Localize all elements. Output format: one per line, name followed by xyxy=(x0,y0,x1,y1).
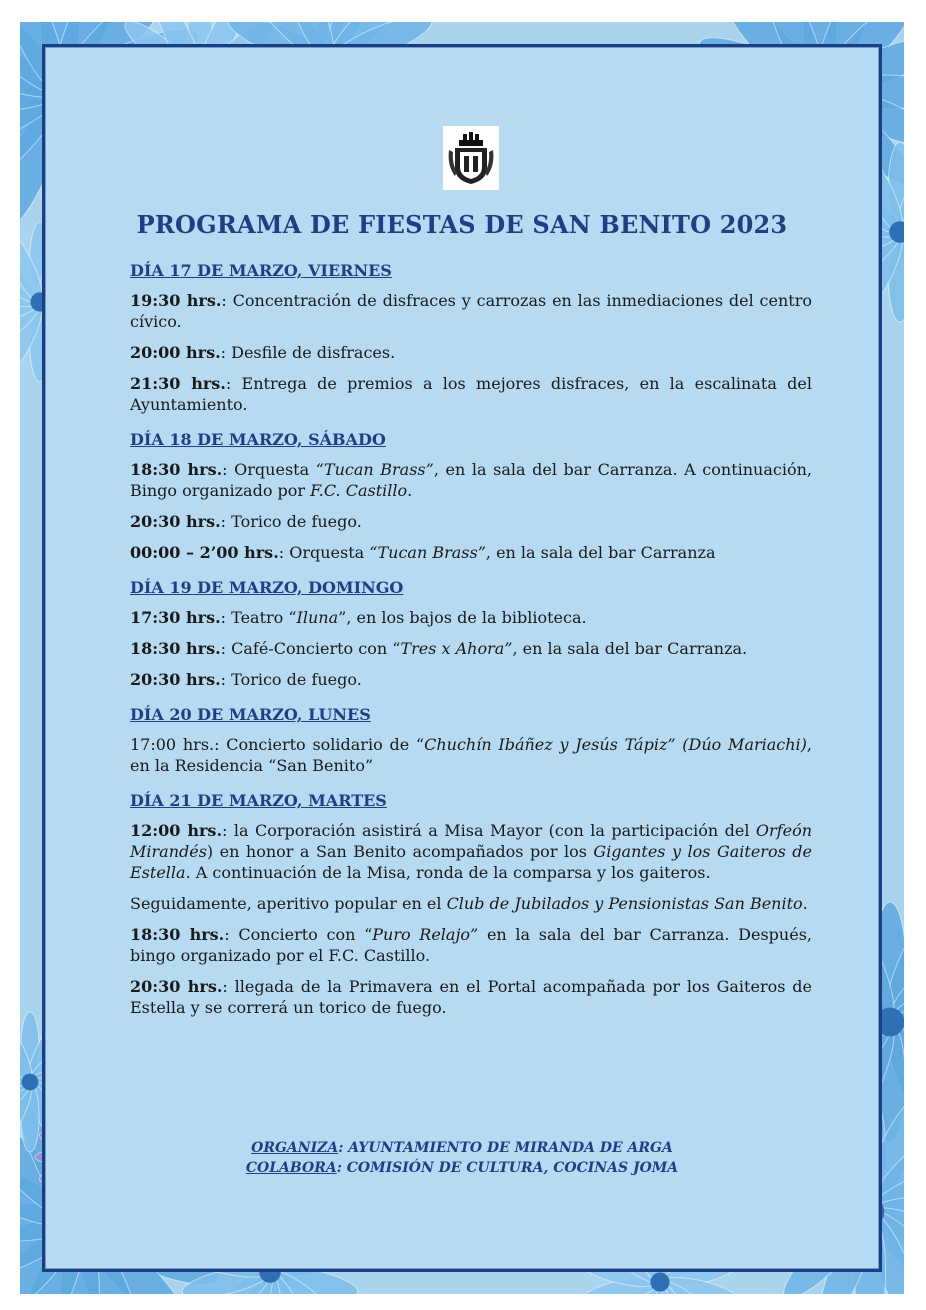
event-text: : Teatro “ xyxy=(220,608,297,627)
event-time: 20:00 hrs. xyxy=(130,343,221,362)
event-performer: Gigantes y los Gaiteros de Estella xyxy=(130,842,812,882)
event-performer: Iluna xyxy=(296,608,339,627)
event-venue: Club de Jubilados y Pensionistas San Benito xyxy=(446,894,803,913)
event-text: , en la sala del bar Carranza xyxy=(485,543,716,562)
event-text: . xyxy=(407,481,413,500)
event-text: : Torico de fuego. xyxy=(220,512,362,531)
day-section xyxy=(130,429,812,563)
event-item xyxy=(130,669,812,690)
page-title: PROGRAMA DE FIESTAS DE SAN BENITO 2023 xyxy=(136,210,788,239)
event-text: . A continuación de la Misa, ronda de la comparsa y los gaiteros. xyxy=(185,863,711,882)
event-time: 19:30 hrs. xyxy=(130,291,222,310)
event-performer: Orfeón Mirandés xyxy=(130,821,812,861)
day-heading: DÍA 19 DE MARZO, DOMINGO xyxy=(130,578,404,597)
credits-entity: : COMISIÓN DE CULTURA, COCINAS JOMA xyxy=(336,1160,679,1176)
event-item xyxy=(130,976,812,1018)
event-organizer: F.C. Castillo xyxy=(310,481,408,500)
event-time: 20:30 hrs. xyxy=(130,977,223,996)
day-heading: DÍA 21 DE MARZO, MARTES xyxy=(130,791,387,810)
day-section xyxy=(130,790,812,1018)
event-text: : la Corporación asistirá a Misa Mayor (con la participación del xyxy=(222,821,756,840)
day-section xyxy=(130,260,812,415)
poster xyxy=(20,22,904,1294)
event-text: ) en honor a San Benito acompañados por los xyxy=(206,842,594,861)
event-time: 18:30 hrs. xyxy=(130,925,225,944)
event-text: : Entrega de premios a los mejores disfraces, en la escalinata del Ayuntamiento. xyxy=(130,374,812,414)
event-text: , en la sala del bar Carranza. A continuación, Bingo organizado por xyxy=(130,460,813,500)
event-performer: Tres x Ahora” xyxy=(400,639,513,658)
event-text: ”, en los bajos de la biblioteca. xyxy=(338,608,587,627)
credits xyxy=(20,1138,904,1178)
credits-role: COLABORA xyxy=(245,1160,337,1176)
event-item xyxy=(130,342,812,363)
event-text: : Café-Concierto con “ xyxy=(220,639,401,658)
event-text: , en la Residencia “San Benito” xyxy=(130,735,813,775)
event-item xyxy=(130,607,812,628)
credits-colabora xyxy=(20,1158,904,1178)
event-text: : Orquesta xyxy=(278,543,370,562)
event-item xyxy=(130,459,812,501)
event-text: : Torico de fuego. xyxy=(220,670,362,689)
event-text: Seguidamente, aperitivo popular en el xyxy=(130,894,447,913)
day-section xyxy=(130,704,812,776)
event-text: 17:00 hrs.: Concierto solidario de “ xyxy=(130,735,425,754)
event-time: 20:30 hrs. xyxy=(130,512,221,531)
event-item xyxy=(130,820,812,883)
event-text: : Desfile de disfraces. xyxy=(220,343,396,362)
day-section xyxy=(130,577,812,690)
event-item xyxy=(130,893,812,914)
event-time: 21:30 hrs. xyxy=(130,374,226,393)
event-time: 17:30 hrs. xyxy=(130,608,221,627)
event-text: en la sala del bar Carranza. Después, bingo organizado por el F.C. Castillo. xyxy=(130,925,812,965)
event-performer: “Tucan Brass” xyxy=(315,460,434,479)
event-item xyxy=(130,373,812,415)
event-text: : Concentración de disfraces y carrozas en las inmediaciones del centro cívico. xyxy=(130,291,812,331)
event-text: : Concierto con “ xyxy=(224,925,373,944)
event-time: 18:30 hrs. xyxy=(130,460,223,479)
credits-role: ORGANIZA xyxy=(251,1140,339,1156)
day-heading: DÍA 18 DE MARZO, SÁBADO xyxy=(130,430,386,449)
event-item xyxy=(130,924,812,966)
event-item xyxy=(130,638,812,659)
credits-organiza xyxy=(20,1138,904,1158)
event-performer: Puro Relajo” xyxy=(372,925,479,944)
event-time: 18:30 hrs. xyxy=(130,639,221,658)
event-text: : llegada de la Primavera en el Portal acompañada por los Gaiteros de Estella y se correrá un torico de fuego. xyxy=(130,977,812,1017)
event-text: : Orquesta xyxy=(222,460,316,479)
event-text: . xyxy=(802,894,808,913)
event-time: 00:00 – 2’00 hrs. xyxy=(130,543,279,562)
event-performer: “Tucan Brass” xyxy=(369,543,486,562)
program-schedule xyxy=(130,260,812,1032)
event-item xyxy=(130,511,812,532)
day-heading: DÍA 17 DE MARZO, VIERNES xyxy=(130,261,392,280)
event-item xyxy=(130,290,812,332)
event-performer: Chuchín Ibáñez y Jesús Tápiz” (Dúo Mariachi) xyxy=(424,735,807,754)
event-text: , en la sala del bar Carranza. xyxy=(512,639,748,658)
day-heading: DÍA 20 DE MARZO, LUNES xyxy=(130,705,371,724)
event-time: 20:30 hrs. xyxy=(130,670,221,689)
credits-entity: : AYUNTAMIENTO DE MIRANDA DE ARGA xyxy=(338,1140,673,1156)
event-time: 12:00 hrs. xyxy=(130,821,223,840)
coat-of-arms-icon xyxy=(443,126,499,190)
event-item xyxy=(130,542,812,563)
event-item xyxy=(130,734,812,776)
